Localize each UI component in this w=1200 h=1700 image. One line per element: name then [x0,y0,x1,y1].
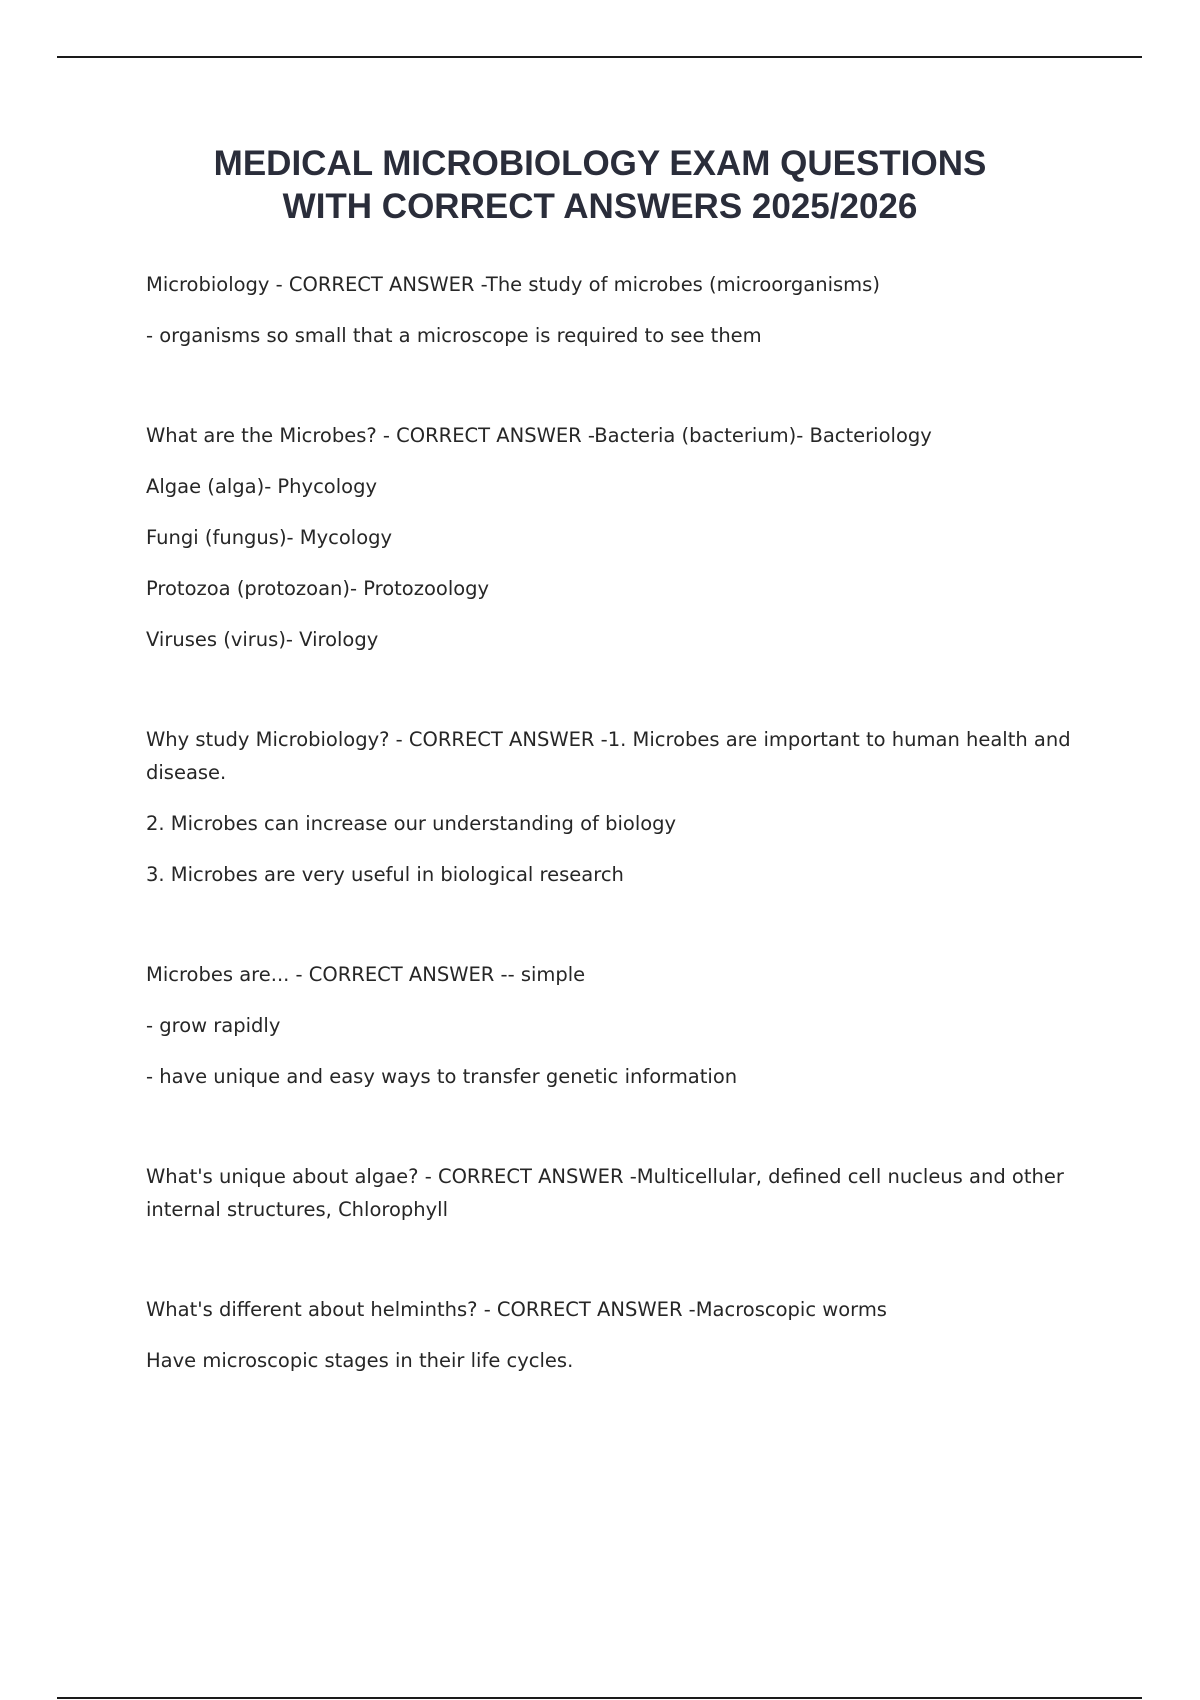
qa-question-line: What's unique about algae? - CORRECT ANSWER -Multicellular, defined cell nucleus and other internal structures, Chlorophyll [146,1165,1064,1221]
qa-question-line: What's different about helminths? - CORRECT ANSWER -Macroscopic worms [146,1298,887,1321]
qa-question-line: Why study Microbiology? - CORRECT ANSWER -1. Microbes are important to human health and disease. [146,728,1071,784]
qa-answer-line: Protozoa (protozoan)- Protozoology [146,577,490,600]
top-rule [57,56,1142,58]
qa-answer-line: 3. Microbes are very useful in biological research [146,863,624,886]
bottom-rule [57,1697,1142,1699]
document-title [100,142,1100,228]
qa-entry-microbes [146,419,1096,656]
qa-list [146,268,1096,1444]
qa-question-line: Microbes are... - CORRECT ANSWER -- simple [146,963,586,986]
qa-entry-why-study [146,723,1096,891]
qa-question-line: What are the Microbes? - CORRECT ANSWER -Bacteria (bacterium)- Bacteriology [146,424,932,447]
qa-entry-algae [146,1160,1096,1226]
qa-answer-line: - grow rapidly [146,1014,281,1037]
qa-entry-helminths [146,1293,1096,1377]
title-line-1: MEDICAL MICROBIOLOGY EXAM QUESTIONS [213,144,987,183]
title-line-2: WITH CORRECT ANSWERS 2025/2026 [282,187,918,226]
qa-answer-line: Fungi (fungus)- Mycology [146,526,393,549]
qa-answer-line: Algae (alga)- Phycology [146,475,378,498]
qa-answer-line: Have microscopic stages in their life cycles. [146,1349,574,1372]
qa-entry-microbes-are [146,958,1096,1093]
qa-entry-microbiology [146,268,1096,352]
qa-answer-line: - have unique and easy ways to transfer genetic information [146,1065,738,1088]
qa-answer-line: Viruses (virus)- Virology [146,628,379,651]
qa-answer-line: 2. Microbes can increase our understanding of biology [146,812,677,835]
qa-answer-line: - organisms so small that a microscope is required to see them [146,324,762,347]
qa-question-line: Microbiology - CORRECT ANSWER -The study of microbes (microorganisms) [146,273,880,296]
